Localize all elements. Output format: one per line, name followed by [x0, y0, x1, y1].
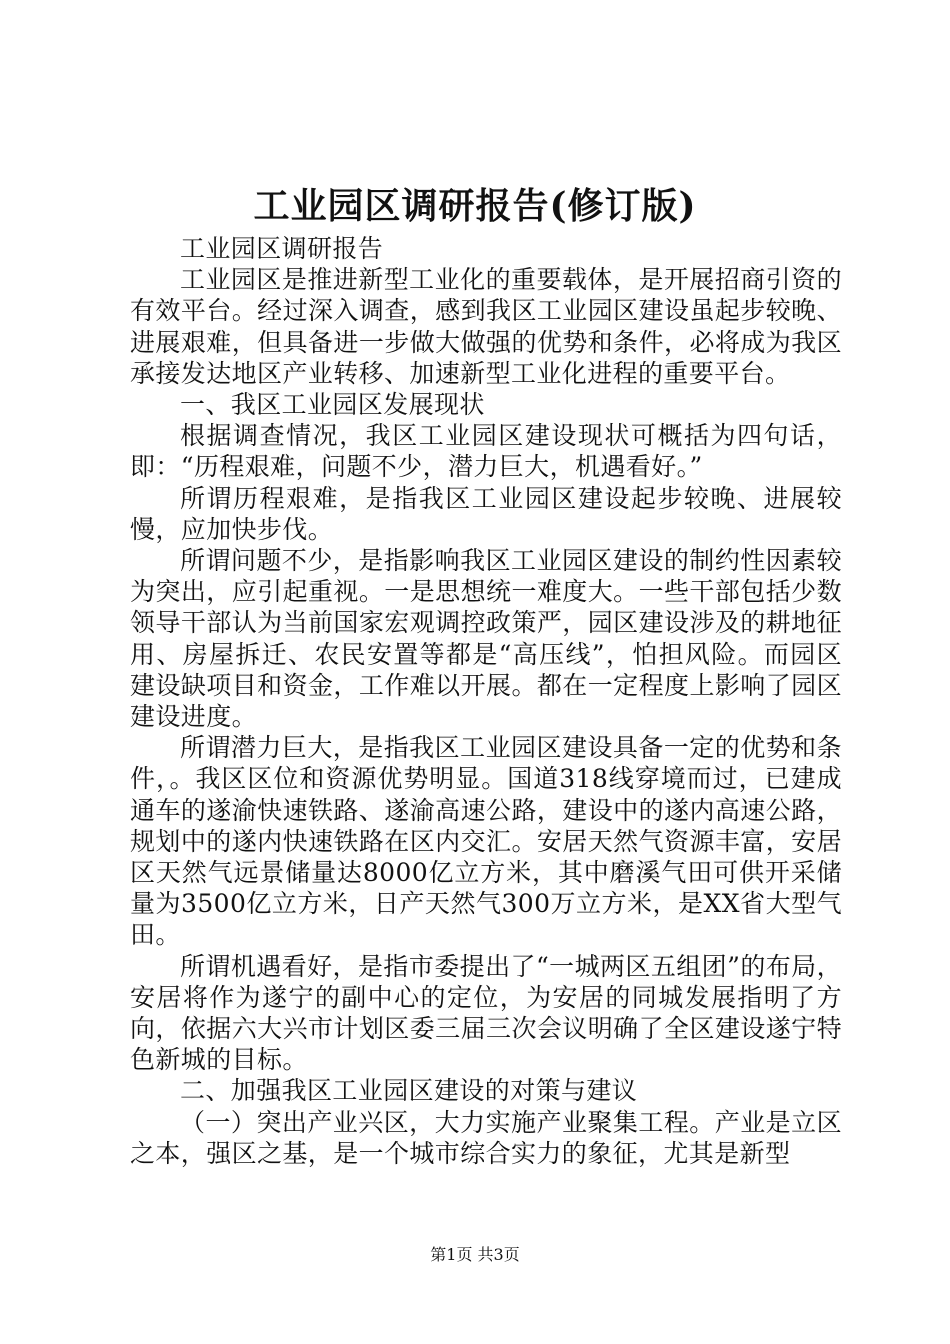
- paragraph-intro: 工业园区是推进新型工业化的重要载体，是开展招商引资的有效平台。经过深入调查，感到我区工业园区建设虽起步较晚、进展艰难，但具备进一步做大做强的优势和条件，必将成为我区承接发达地区产业转移、加速新型工业化进程的重要平台。: [130, 265, 842, 388]
- section-heading-2: 二、加强我区工业园区建设的对策与建议: [180, 1076, 638, 1106]
- document-body: [130, 233, 842, 1169]
- paragraph-summary: 根据调查情况，我区工业园区建设现状可概括为四句话，即：“历程艰难，问题不少，潜力巨大，机遇看好。”: [130, 421, 842, 482]
- section-heading-1: 一、我区工业园区发展现状: [180, 390, 485, 420]
- paragraph-opportunity: 所谓机遇看好，是指市委提出了“一城两区五组团”的布局，安居将作为遂宁的副中心的定位，为安居的同城发展指明了方向，依据六大兴市计划区委三届三次会议明确了全区建设遂宁特色新城的目标。: [130, 951, 842, 1075]
- paragraph-history: 所谓历程艰难，是指我区工业园区建设起步较晚、进展较慢，应加快步伐。: [130, 483, 842, 544]
- paragraph-problems: 所谓问题不少，是指影响我区工业园区建设的制约性因素较为突出，应引起重视。一是思想统一难度大。一些干部包括少数领导干部认为当前国家宏观调控政策严，园区建设涉及的耕地征用、房屋拆迁、农民安置等都是“高压线”，怕担风险。而园区建设缺项目和资金，工作难以开展。都在一定程度上影响了园区建设进度。: [130, 546, 842, 732]
- paragraph-subtitle: 工业园区调研报告: [180, 234, 384, 263]
- paragraph-industry: （一）突出产业兴区，大力实施产业聚集工程。产业是立区之本，强区之基，是一个城市综合实力的象征，尤其是新型: [130, 1107, 842, 1168]
- paragraph-potential: 所谓潜力巨大，是指我区工业园区建设具备一定的优势和条件，。我区区位和资源优势明显。国道318线穿境而过，已建成通车的遂渝快速铁路、遂渝高速公路，建设中的遂内高速公路，规划中的遂内快速铁路在区内交汇。安居天然气资源丰富，安居区天然气远景储量达8000亿立方米，其中磨溪气田可供开采储量为3500亿立方米，日产天然气300万立方米，是XX省大型气田。: [130, 733, 842, 950]
- page-footer: 第1页 共3页: [430, 1245, 520, 1264]
- document-title: 工业园区调研报告(修订版): [253, 185, 697, 227]
